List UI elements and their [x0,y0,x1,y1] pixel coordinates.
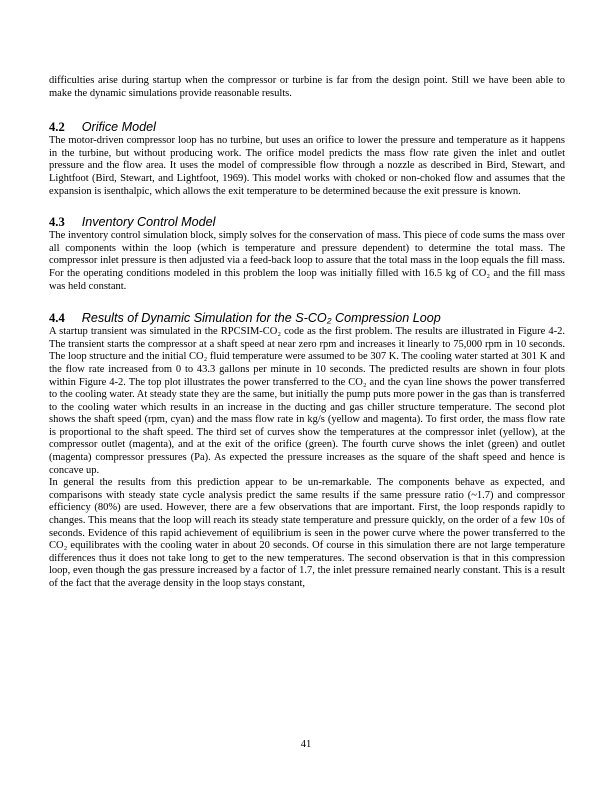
section-number: 4.4 [49,311,65,326]
section-number: 4.3 [49,215,65,230]
section-heading-4-2 [49,120,565,135]
paragraph-continuation: difficulties arise during startup when the compressor or turbine is far from the design point. Still we have been able to make the dynamic simulations provide reasonable results. [49,75,565,99]
section-number: 4.2 [49,120,65,135]
section-title: Orifice Model [81,120,156,135]
section-title: Results of Dynamic Simulation for the S-CO₂ Compression Loop [81,311,441,326]
paragraph-simulation-results-2: In general the results from this prediction appear to be un-remarkable. The components behave as expected, and comparisons with steady state cycle analysis predict the same results if the same pressure ratio (~1.7) and compressor efficiency (80%) are used. However, there are a few observations that are important. First, the loop responds rapidly to changes. This means that the loop will reach its steady state temperature and pressure quickly, on the order of a few 10s of seconds. Evidence of this rapid achievement of equilibrium is seen in the power curve where the power transferred to the CO₂ equilibrates with the cooling water in about 20 seconds. Of course in this simulation there are not large temperature differences thus it does not take long to get to the new temperatures. The second observation is that in this compression loop, even though the gas pressure increased by a factor of 1.7, the inlet pressure remained nearly constant. This is a result of the fact that the average density in the loop stays constant, [49,477,565,589]
paragraph-orifice-model: The motor-driven compressor loop has no turbine, but uses an orifice to lower the pressure and temperature as it happens in the turbine, but without producing work. The orifice model predicts the mass flow rate given the inlet and outlet pressure and the flow area. It uses the model of compressible flow through a nozzle as described in Bird, Stewart, and Lightfoot (Bird, Stewart, and Lightfoot, 1969). This model works with choked or non-choked flow and assumes that the expansion is isenthalpic, which allows the exit temperature to be determined because the exit pressure is known. [49,135,565,197]
section-title: Inventory Control Model [81,215,216,230]
paragraph-inventory-control: The inventory control simulation block, simply solves for the conservation of mass. This piece of code sums the mass over all components within the loop (which is temperature and pressure dependent) to determine the total mass. The compressor inlet pressure is then adjusted via a feed-back loop to assure that the total mass in the loop equals the fill mass. For the operating conditions modeled in this problem the loop was initially filled with 16.5 kg of CO₂ and the fill mass was held constant. [49,230,565,292]
section-heading-4-4 [49,311,565,326]
paragraph-simulation-results-1: A startup transient was simulated in the RPCSIM-CO₂ code as the first problem. The results are illustrated in Figure 4-2. The transient starts the compressor at a shaft speed at near zero rpm and increases it linearly to 75,000 rpm in 10 seconds. The loop structure and the initial CO₂ fluid temperature were assumed to be 307 K. The cooling water started at 301 K and the flow rate increased from 0 to 43.3 gallons per minute in 10 seconds. The predicted results are shown in four plots within Figure 4-2. The top plot illustrates the power transferred to the CO₂ and the cyan line shows the power transferred to the cooling water. At steady state they are the same, but initially the pump puts more power in the gas than is transferred to the cooling water which results in an increase in the ducting and gas chiller structure temperature. The second plot shows the shaft speed (rpm, cyan) and the mass flow rate in kg/s (yellow and magenta). To first order, the mass flow rate is proportional to the shaft speed. The third set of curves show the temperatures at the compressor inlet (yellow), at the compressor outlet (magenta), and at the exit of the orifice (green). The fourth curve shows the inlet (green) and outlet (magenta) compressor pressures (Pa). As expected the pressure increases as the square of the shaft speed and hence is concave up. [49,326,565,476]
section-heading-4-3 [49,215,565,230]
page-number: 41 [300,739,312,750]
